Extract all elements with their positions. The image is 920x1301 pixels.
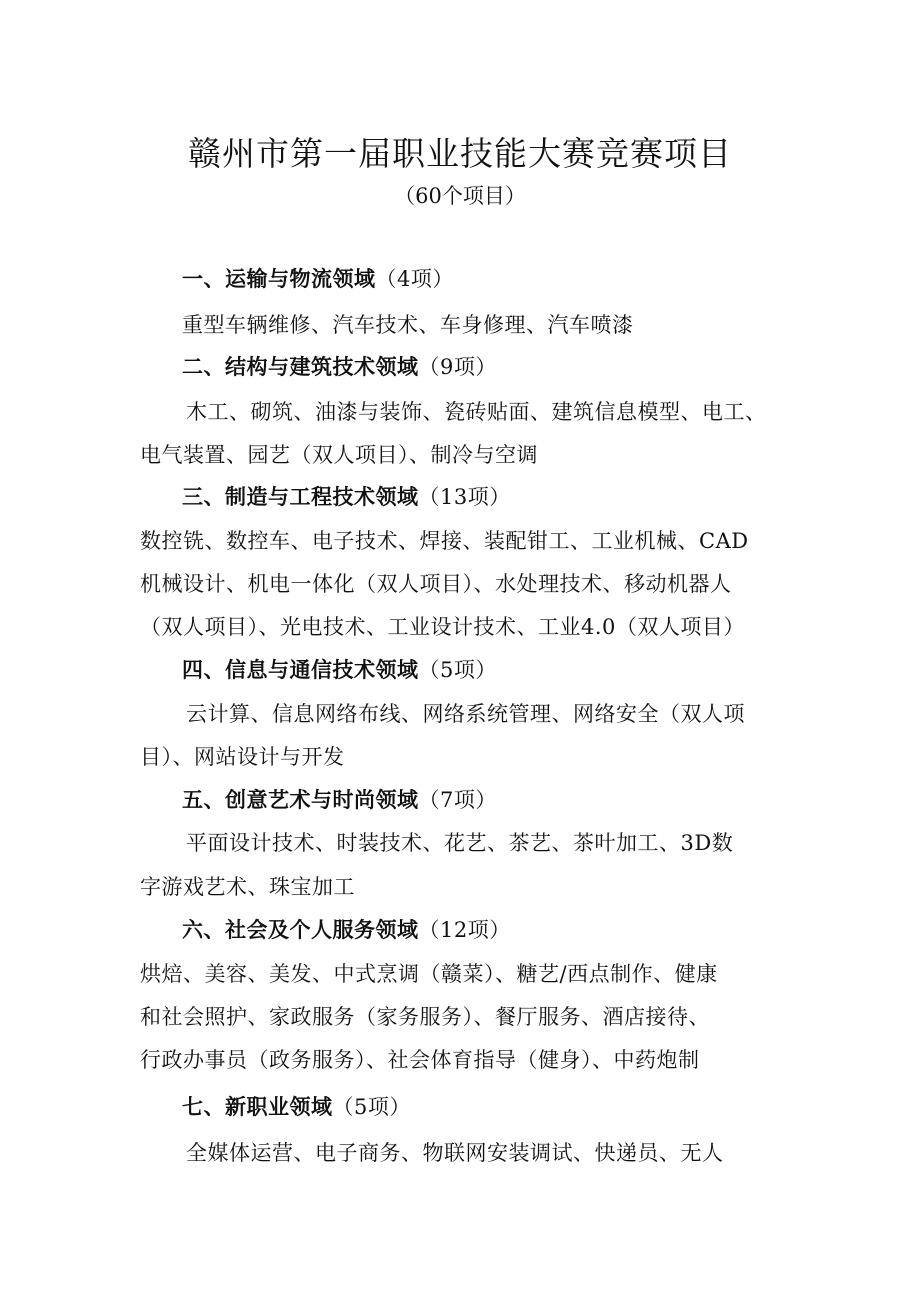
section-text-line: 烘焙、美容、美发、中式烹调（赣菜）、糖艺/西点制作、健康	[140, 962, 718, 986]
section-text-line: 木工、砌筑、油漆与装饰、瓷砖贴面、建筑信息模型、电工、	[186, 400, 767, 424]
section-title: 六、社会及个人服务领域	[182, 918, 419, 942]
section-text-line: 机械设计、机电一体化（双人项目）、水处理技术、移动机器人	[140, 572, 732, 596]
section-heading	[182, 784, 832, 814]
section-title: 一、运输与物流领域	[182, 267, 376, 291]
section-count: （12项）	[418, 918, 511, 942]
page-title: 赣州市第一届职业技能大赛竞赛项目	[188, 134, 732, 173]
section-title: 五、创意艺术与时尚领域	[182, 788, 419, 812]
section-text-line: 电气装置、园艺（双人项目）、制冷与空调	[140, 443, 538, 467]
section-text-line: 重型车辆维修、汽车技术、车身修理、汽车喷漆	[182, 313, 634, 337]
section-count: （5项）	[332, 1095, 411, 1119]
section-heading	[182, 654, 832, 684]
section-text-line: 全媒体运营、电子商务、物联网安装调试、快递员、无人	[186, 1141, 724, 1165]
page-subtitle: （60个项目）	[394, 184, 526, 208]
section-text-line: 云计算、信息网络布线、网络系统管理、网络安全（双人项	[186, 702, 745, 726]
section-text-line: 和社会照护、家政服务（家务服务）、餐厅服务、酒店接待、	[140, 1005, 710, 1029]
section-text-line: 目）、网站设计与开发	[140, 745, 345, 769]
section-title: 三、制造与工程技术领域	[182, 485, 419, 509]
section-title: 七、新职业领域	[182, 1095, 333, 1119]
section-text-line: 平面设计技术、时装技术、花艺、茶艺、茶叶加工、3D数	[186, 831, 734, 855]
section-heading	[182, 1091, 832, 1121]
section-text-line: （双人项目）、光电技术、工业设计技术、工业4.0（双人项目）	[140, 615, 745, 639]
section-title: 四、信息与通信技术领域	[182, 658, 419, 682]
section-count: （13项）	[418, 485, 511, 509]
section-count: （7项）	[418, 788, 497, 812]
section-title: 二、结构与建筑技术领域	[182, 355, 419, 379]
section-count: （4项）	[375, 267, 454, 291]
section-heading	[182, 914, 832, 944]
section-heading	[182, 263, 832, 293]
section-count: （5项）	[418, 658, 497, 682]
section-text-line: 行政办事员（政务服务）、社会体育指导（健身）、中药炮制	[140, 1048, 700, 1072]
section-heading	[182, 481, 832, 511]
section-text-line: 数控铣、数控车、电子技术、焊接、装配钳工、工业机械、CAD	[140, 529, 749, 553]
section-heading	[182, 351, 832, 381]
section-text-line: 字游戏艺术、珠宝加工	[140, 875, 355, 899]
section-count: （9项）	[418, 355, 497, 379]
